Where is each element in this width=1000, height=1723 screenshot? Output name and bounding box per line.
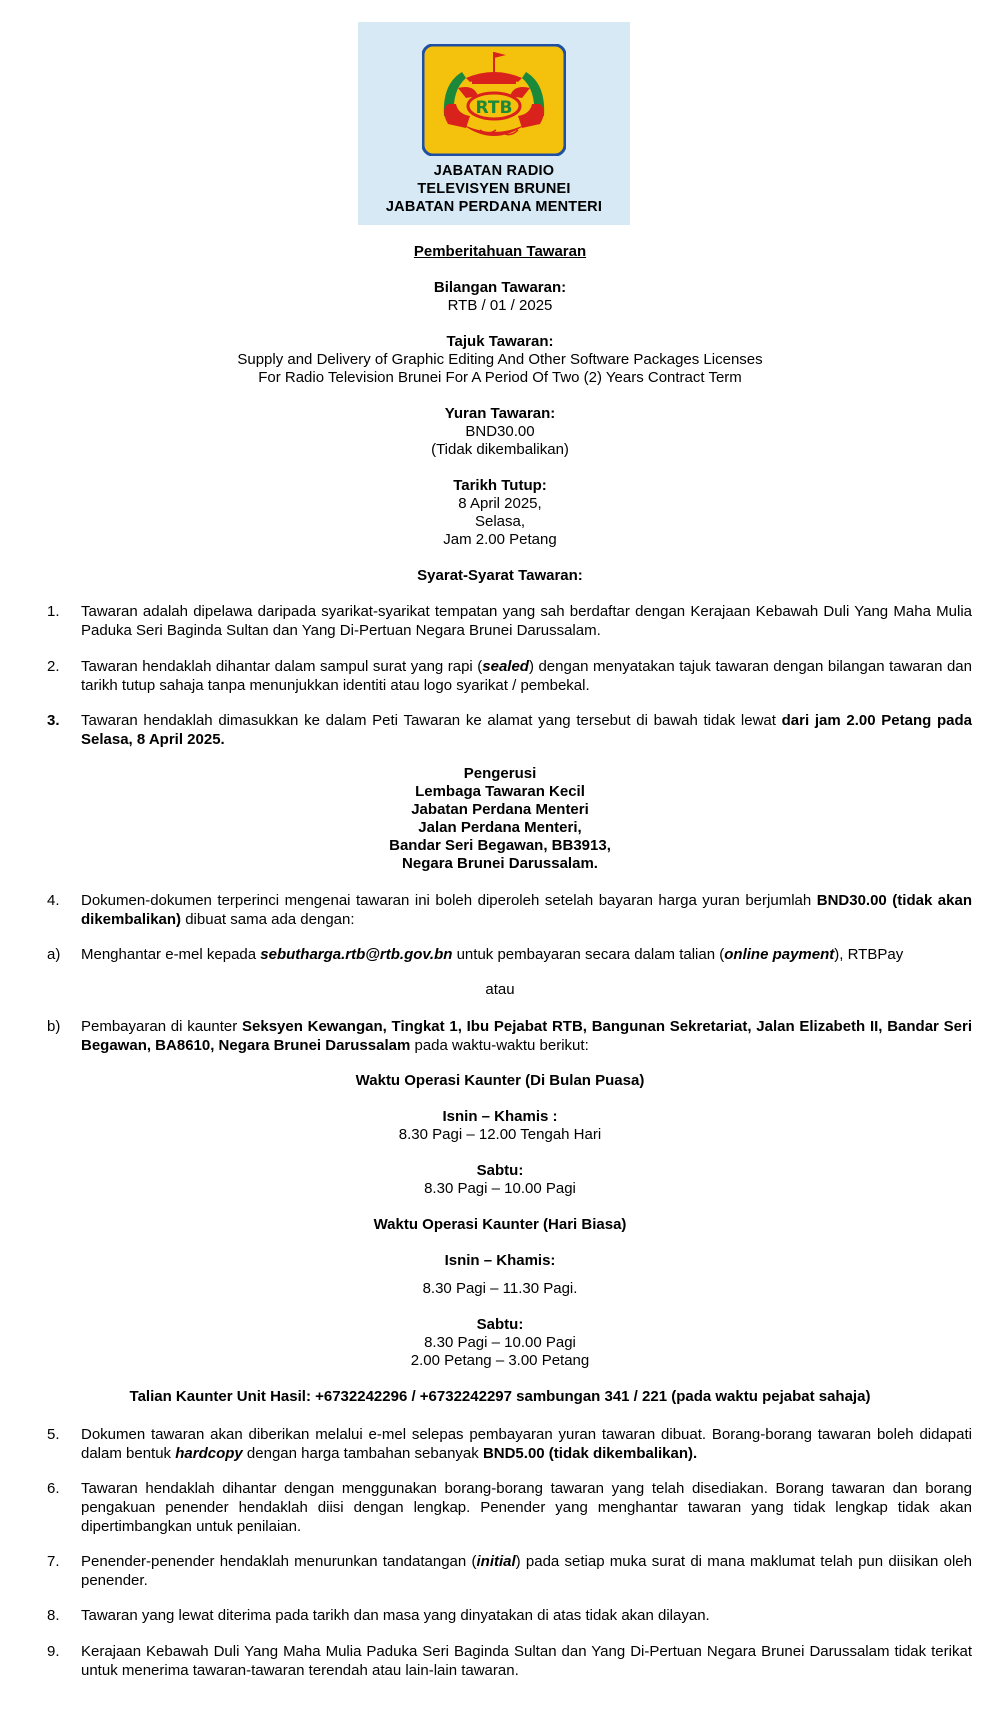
tajuk-line-1: Supply and Delivery of Graphic Editing And Other Software Packages Licenses bbox=[237, 351, 763, 368]
rtb-emblem-icon bbox=[422, 44, 566, 156]
hours-biasa-weekday-label: Isnin – Khamis: bbox=[444, 1252, 556, 1269]
atau-separator: atau bbox=[485, 981, 515, 998]
address-line-1: Pengerusi bbox=[463, 765, 537, 782]
address-line-3: Jabatan Perdana Menteri bbox=[411, 801, 589, 818]
yuran-value: BND30.00 bbox=[465, 423, 535, 440]
tajuk-line-2: For Radio Television Brunei For A Period Of Two (2) Years Contract Term bbox=[258, 369, 742, 386]
organization-name: JABATAN RADIO TELEVISYEN BRUNEI JABATAN PERDANA MENTERI bbox=[385, 163, 603, 215]
address-line-5: Bandar Seri Begawan, BB3913, bbox=[389, 837, 611, 854]
hours-puasa-heading: Waktu Operasi Kaunter (Di Bulan Puasa) bbox=[355, 1072, 645, 1089]
hours-biasa-sat-time-2: 2.00 Petang – 3.00 Petang bbox=[410, 1352, 590, 1369]
bilangan-label: Bilangan Tawaran: bbox=[433, 279, 567, 296]
hours-biasa-sat-time-1: 8.30 Pagi – 10.00 Pagi bbox=[424, 1334, 576, 1351]
yuran-note: (Tidak dikembalikan) bbox=[431, 441, 569, 458]
logo-badge-text: RTB bbox=[475, 98, 513, 118]
tarikh-day: Selasa, bbox=[474, 513, 526, 530]
tarikh-time: Jam 2.00 Petang bbox=[443, 531, 557, 548]
hours-puasa-sat-label: Sabtu: bbox=[476, 1162, 524, 1179]
hours-puasa-weekday-time: 8.30 Pagi – 12.00 Tengah Hari bbox=[398, 1126, 602, 1143]
syarat-heading: Syarat-Syarat Tawaran: bbox=[417, 567, 583, 584]
hours-biasa-weekday-time: 8.30 Pagi – 11.30 Pagi. bbox=[422, 1280, 578, 1297]
payment-email-link[interactable]: sebutharga.rtb@rtb.gov.bn bbox=[260, 946, 453, 963]
hours-puasa-weekday-label: Isnin – Khamis : bbox=[442, 1108, 558, 1125]
address-line-6: Negara Brunei Darussalam. bbox=[402, 855, 598, 872]
tarikh-label: Tarikh Tutup: bbox=[453, 477, 547, 494]
tarikh-date: 8 April 2025, bbox=[458, 495, 542, 512]
hours-puasa-sat-time: 8.30 Pagi – 10.00 Pagi bbox=[424, 1180, 576, 1197]
hours-biasa-sat-label: Sabtu: bbox=[476, 1316, 524, 1333]
rtb-logo bbox=[358, 22, 630, 225]
page-title: Pemberitahuan Tawaran bbox=[413, 243, 587, 260]
address-line-4: Jalan Perdana Menteri, bbox=[418, 819, 582, 836]
hours-biasa-heading: Waktu Operasi Kaunter (Hari Biasa) bbox=[373, 1216, 627, 1233]
yuran-label: Yuran Tawaran: bbox=[444, 405, 556, 422]
talian-phone-line: Talian Kaunter Unit Hasil: +6732242296 / +6732242297 sambungan 341 / 221 (pada waktu pejabat sahaja) bbox=[129, 1388, 871, 1405]
tajuk-label: Tajuk Tawaran: bbox=[446, 333, 554, 350]
bilangan-value: RTB / 01 / 2025 bbox=[447, 297, 553, 314]
address-line-2: Lembaga Tawaran Kecil bbox=[415, 783, 585, 800]
